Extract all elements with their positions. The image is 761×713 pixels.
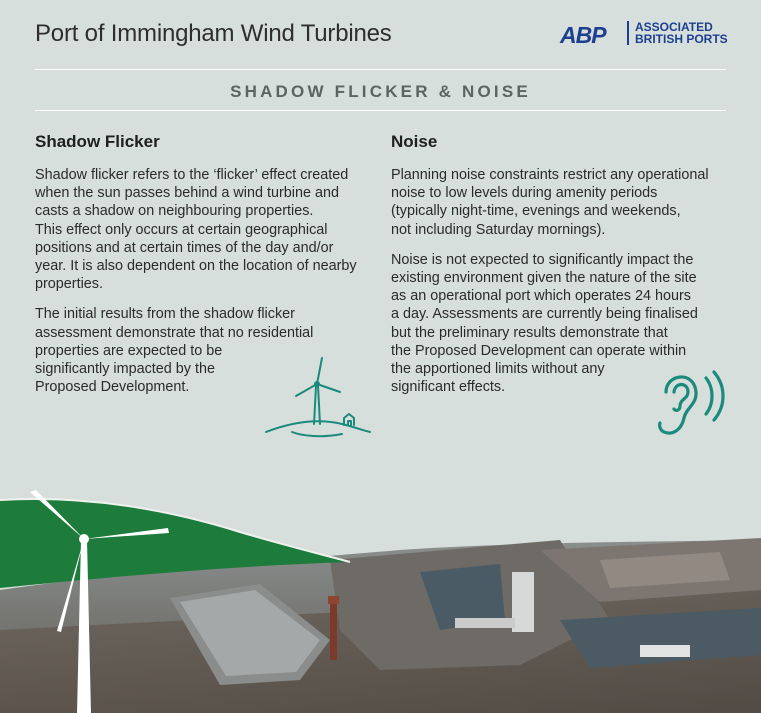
text-line: but the preliminary results demonstrate that — [391, 324, 668, 341]
text-line: when the sun passes behind a wind turbine and — [35, 185, 340, 202]
warehouse — [512, 572, 534, 632]
shadow-flicker-paragraph-1 — [35, 166, 375, 293]
text-line: This effect only occurs at certain geographical — [35, 221, 328, 238]
section-title: SHADOW FLICKER & NOISE — [230, 82, 531, 101]
text-line: year. It is also dependent on the location of nearby — [35, 258, 357, 275]
text-line: casts a shadow on neighbouring properties. — [35, 203, 314, 220]
text-line: properties. — [35, 276, 103, 293]
divider-bottom — [35, 110, 726, 111]
text-line: positions and at certain times of the day and/or — [35, 239, 334, 256]
text-line: Proposed Development. — [35, 379, 190, 396]
text-line: the Proposed Development can operate within — [391, 342, 687, 359]
text-line: as an operational port which operates 24 hours — [391, 288, 691, 305]
text-line: (typically night-time, evenings and weekends, — [391, 203, 681, 220]
noise-paragraph-1 — [391, 166, 736, 239]
page-title: Port of Immingham Wind Turbines — [35, 20, 392, 47]
logo-line-1: ASSOCIATED — [635, 20, 713, 34]
text-line: Noise is not expected to significantly impact the — [391, 251, 694, 268]
noise-heading: Noise — [391, 132, 438, 151]
wind-turbine-icon — [262, 352, 374, 448]
port-aerial-illustration — [0, 480, 761, 713]
terminal-building — [640, 645, 690, 657]
text-line: Shadow flicker refers to the ‘flicker’ effect created — [35, 167, 349, 183]
text-line: not including Saturday mornings). — [391, 221, 606, 238]
abp-logo — [560, 19, 740, 49]
text-line: existing environment given the nature of the site — [391, 270, 697, 287]
shadow-flicker-heading: Shadow Flicker — [35, 132, 160, 151]
ear-icon — [652, 362, 730, 442]
dock-tower — [330, 600, 337, 660]
shed — [455, 618, 515, 628]
text-line: a day. Assessments are currently being finalised — [391, 306, 698, 323]
text-line: properties are expected to be — [35, 342, 223, 359]
tower-top — [328, 596, 339, 604]
logo-text — [635, 21, 728, 45]
text-line: significant effects. — [391, 379, 506, 396]
divider-top — [35, 69, 726, 70]
text-line: noise to low levels during amenity periods — [391, 185, 658, 202]
logo-mark: ABP — [560, 22, 606, 48]
text-line: Planning noise constraints restrict any operational — [391, 167, 709, 183]
text-line: The initial results from the shadow flicker — [35, 306, 295, 323]
text-line: assessment demonstrate that no residential — [35, 324, 314, 341]
logo-separator — [627, 21, 629, 45]
text-line: the apportioned limits without any — [391, 361, 605, 378]
logo-line-2: BRITISH PORTS — [635, 32, 728, 46]
text-line: significantly impacted by the — [35, 361, 215, 378]
